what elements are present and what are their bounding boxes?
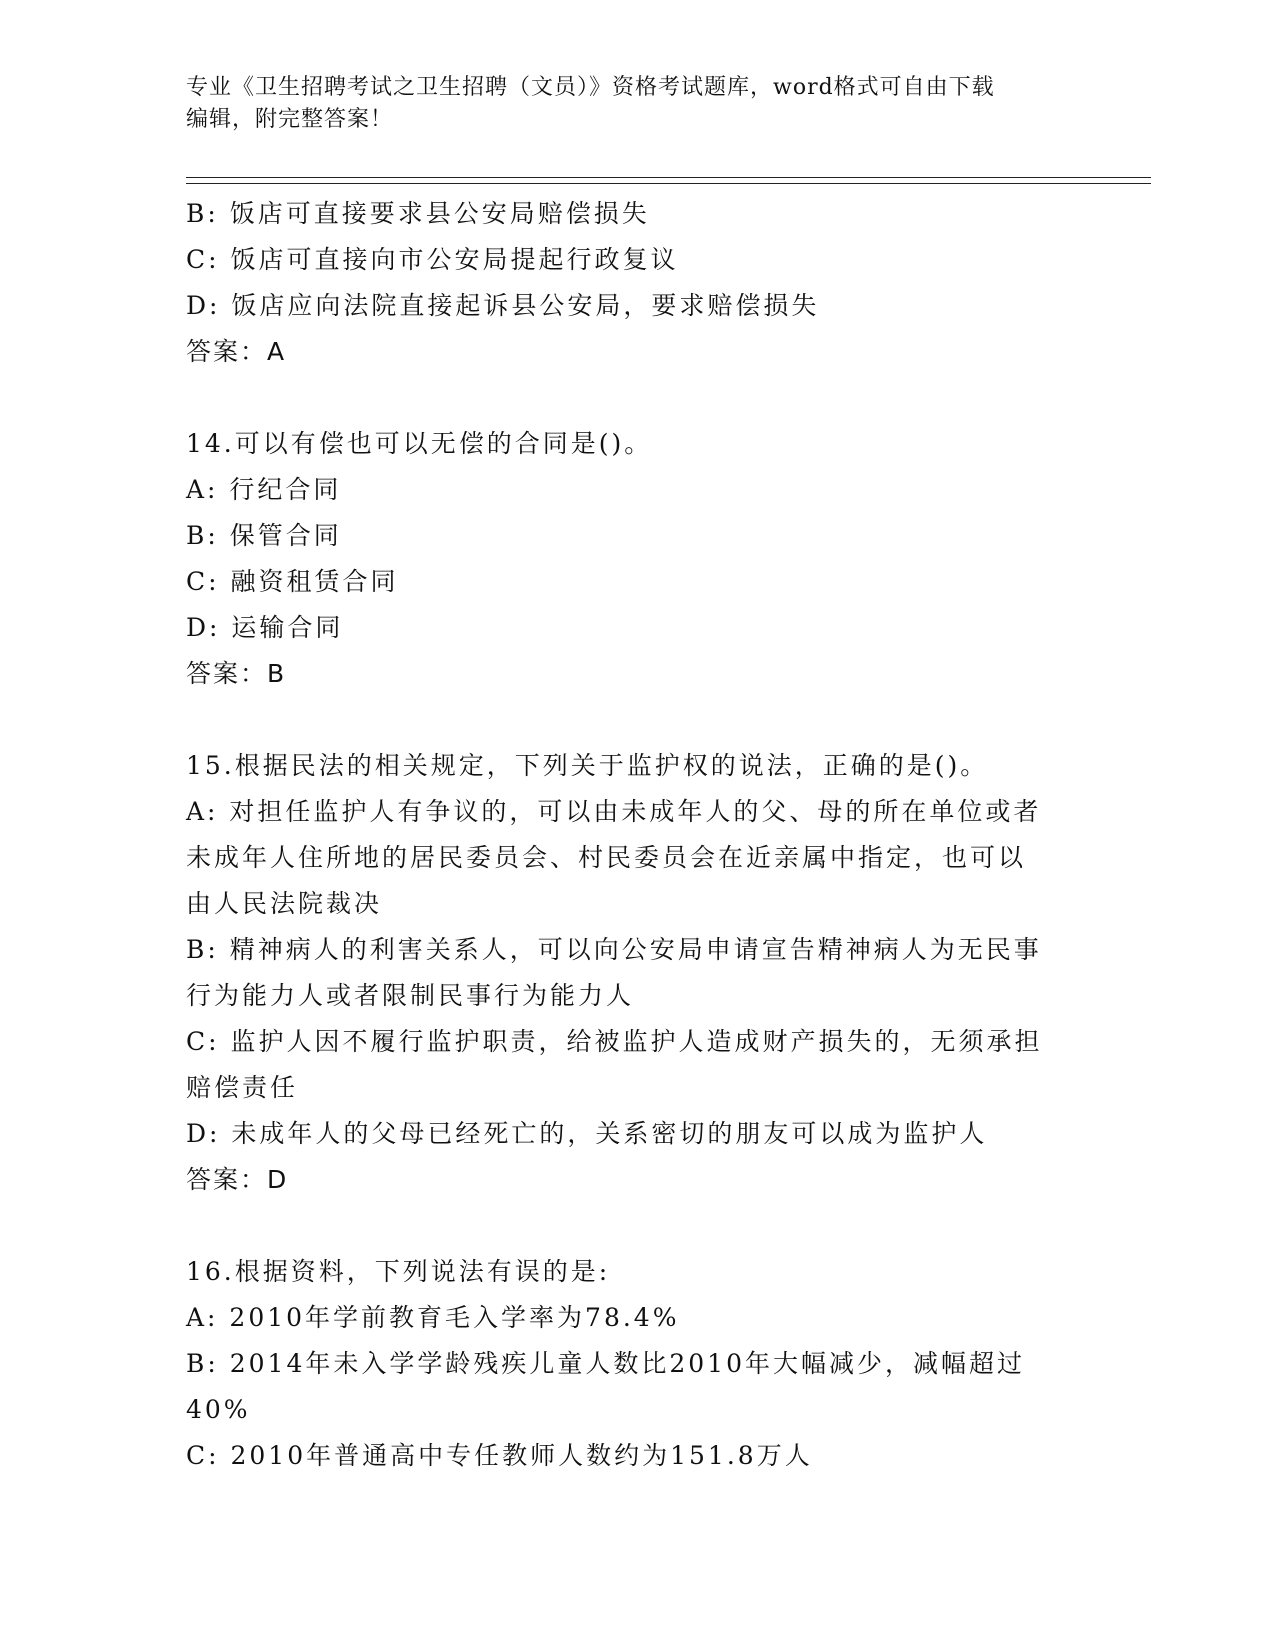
document-header	[186, 72, 1066, 136]
question-13	[186, 191, 1086, 375]
header-line-1: 专业《卫生招聘考试之卫生招聘（文员）》资格考试题库，word格式可自由下载	[186, 75, 995, 100]
q15-option-b-line: B: 精神病人的利害关系人，可以向公安局申请宣告精神病人为无民事	[186, 935, 1042, 964]
q14-option-c: C: 融资租赁合同	[186, 567, 399, 596]
q16-option-a-line: A: 2010年学前教育毛入学率为78.4%	[186, 1303, 680, 1332]
q13-option-d: D: 饭店应向法院直接起诉县公安局，要求赔偿损失	[186, 291, 820, 320]
q15-option-a-line: 未成年人住所地的居民委员会、村民委员会在近亲属中指定，也可以	[186, 843, 1027, 872]
q16-option-c-line: C: 2010年普通高中专任教师人数约为151.8万人	[186, 1441, 813, 1470]
q15-option-c-line: C: 监护人因不履行监护职责，给被监护人造成财产损失的，无须承担	[186, 1027, 1043, 1056]
q16-option-b-line: B: 2014年未入学学龄残疾儿童人数比2010年大幅减少，减幅超过	[186, 1349, 1025, 1378]
q15-option-c-line: 赔偿责任	[186, 1073, 299, 1102]
q14-option-a: A: 行纪合同	[186, 475, 342, 504]
q15-question: 15.根据民法的相关规定，下列关于监护权的说法，正确的是()。	[186, 751, 989, 780]
q15-option-a	[186, 789, 1086, 927]
spacer	[186, 697, 1086, 743]
q14-question: 14.可以有偿也可以无偿的合同是()。	[186, 429, 653, 458]
q14-option-d: D: 运输合同	[186, 613, 344, 642]
spacer	[186, 1203, 1086, 1249]
question-16	[186, 1249, 1086, 1479]
question-15	[186, 743, 1086, 1203]
q15-option-a-line: A: 对担任监护人有争议的，可以由未成年人的父、母的所在单位或者	[186, 797, 1042, 826]
q15-answer: 答案：D	[186, 1165, 289, 1194]
q15-option-a-line: 由人民法院裁决	[186, 889, 383, 918]
q14-answer: 答案：B	[186, 659, 287, 688]
q16-option-a	[186, 1295, 1086, 1341]
q16-question: 16.根据资料，下列说法有误的是:	[186, 1257, 611, 1286]
q13-option-c: C: 饭店可直接向市公安局提起行政复议	[186, 245, 679, 274]
q15-option-c	[186, 1019, 1086, 1111]
q13-option-b: B: 饭店可直接要求县公安局赔偿损失	[186, 199, 650, 228]
q16-option-c	[186, 1433, 1086, 1479]
question-14	[186, 421, 1086, 697]
header-divider-top	[186, 177, 1151, 178]
header-divider-bottom	[186, 183, 1151, 184]
q15-option-b-line: 行为能力人或者限制民事行为能力人	[186, 981, 635, 1010]
q15-option-d-line: D: 未成年人的父母已经死亡的，关系密切的朋友可以成为监护人	[186, 1119, 988, 1148]
spacer	[186, 375, 1086, 421]
question-list	[186, 191, 1086, 1479]
header-line-2: 编辑，附完整答案！	[186, 107, 394, 132]
q13-answer: 答案：A	[186, 337, 287, 366]
q15-option-d	[186, 1111, 1086, 1157]
q16-option-b	[186, 1341, 1086, 1433]
q16-option-b-line: 40%	[186, 1395, 251, 1424]
q15-option-b	[186, 927, 1086, 1019]
q14-option-b: B: 保管合同	[186, 521, 342, 550]
